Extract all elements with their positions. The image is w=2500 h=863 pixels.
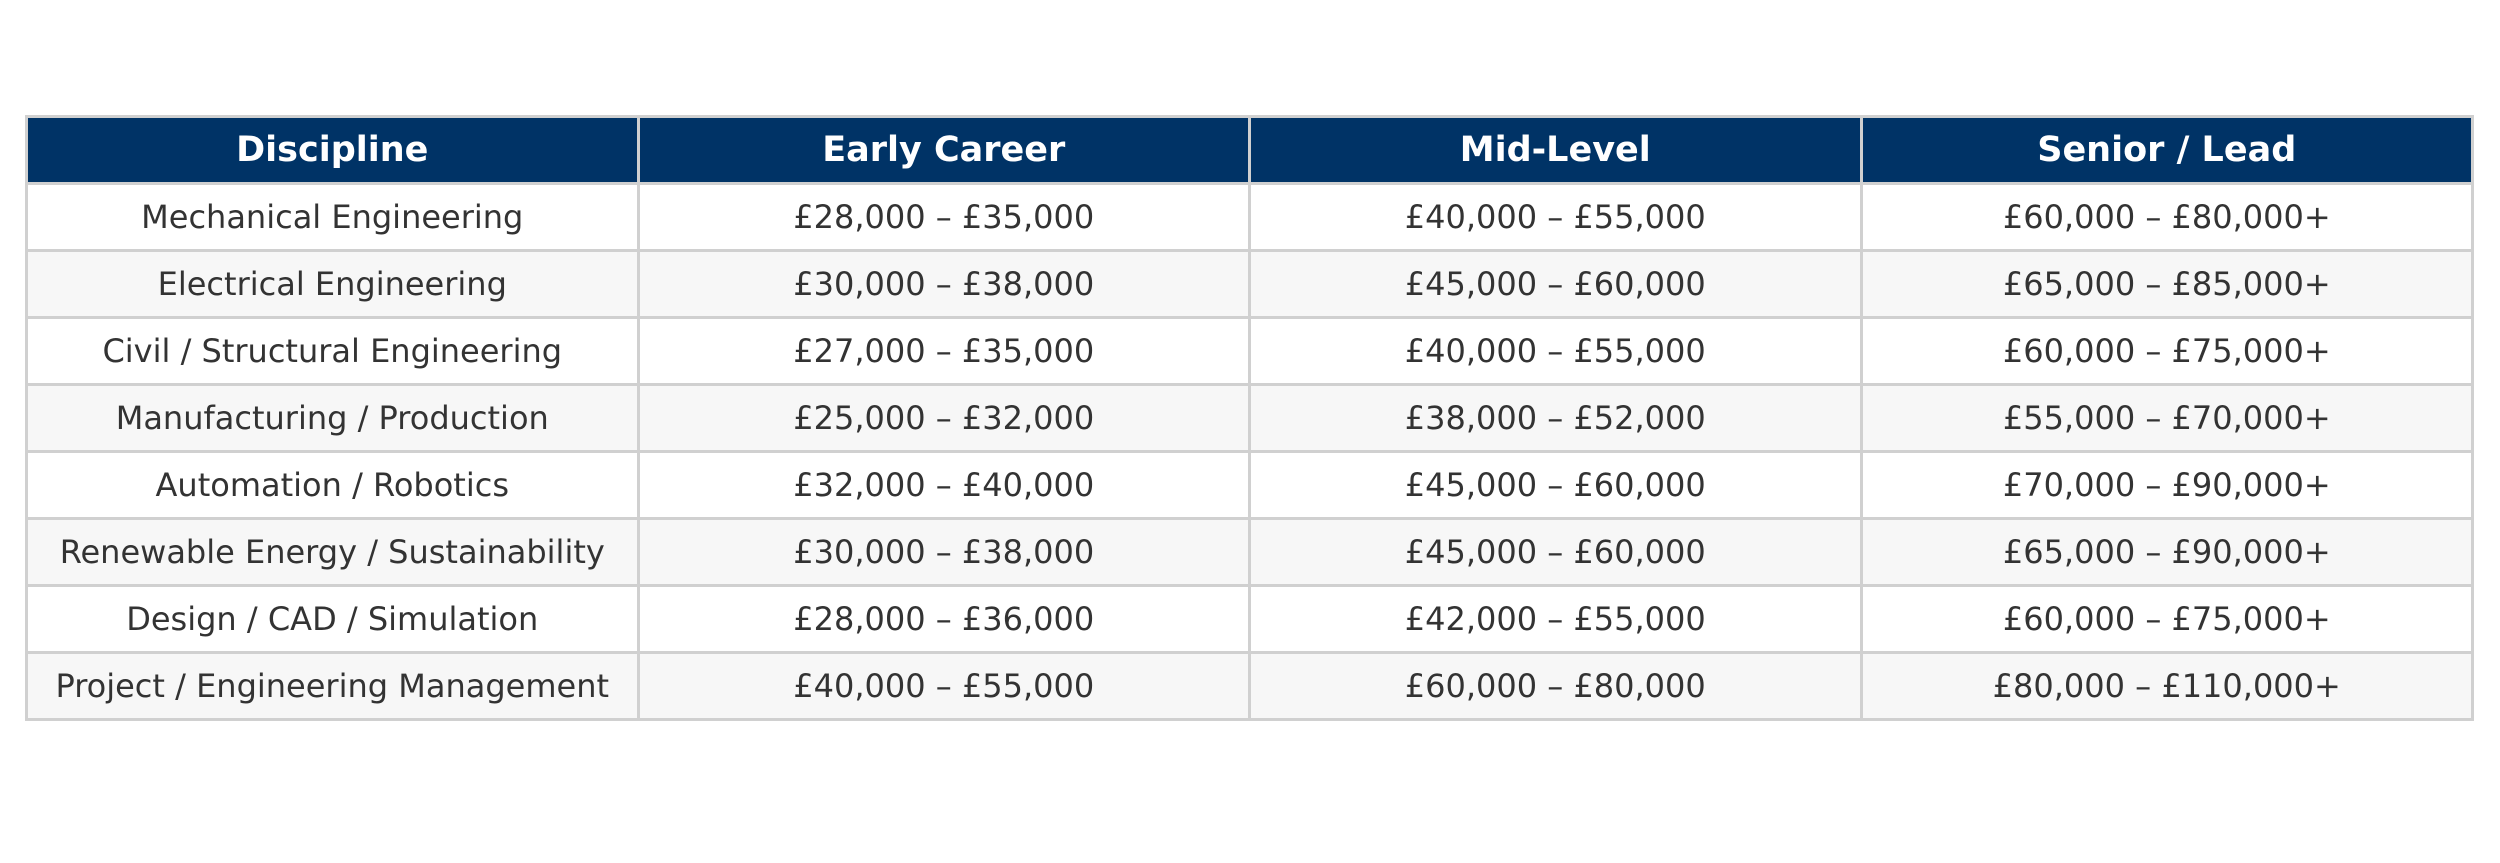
table-row — [27, 385, 2473, 452]
discipline-cell: Civil / Structural Engineering — [27, 318, 639, 385]
table-row — [27, 318, 2473, 385]
salary-range-cell: £65,000 – £90,000+ — [1861, 519, 2473, 586]
salary-range-cell: £60,000 – £80,000 — [1250, 653, 1862, 720]
salary-table — [25, 115, 2474, 721]
discipline-cell: Project / Engineering Management — [27, 653, 639, 720]
salary-range-cell: £40,000 – £55,000 — [1250, 184, 1862, 251]
salary-range-cell: £70,000 – £90,000+ — [1861, 452, 2473, 519]
discipline-cell: Electrical Engineering — [27, 251, 639, 318]
salary-range-cell: £45,000 – £60,000 — [1250, 452, 1862, 519]
table-row — [27, 519, 2473, 586]
header-row — [27, 117, 2473, 184]
table-body — [27, 184, 2473, 720]
salary-range-cell: £30,000 – £38,000 — [638, 519, 1250, 586]
column-header: Senior / Lead — [1861, 117, 2473, 184]
discipline-cell: Manufacturing / Production — [27, 385, 639, 452]
salary-range-cell: £80,000 – £110,000+ — [1861, 653, 2473, 720]
salary-range-cell: £55,000 – £70,000+ — [1861, 385, 2473, 452]
salary-range-cell: £28,000 – £35,000 — [638, 184, 1250, 251]
column-header: Discipline — [27, 117, 639, 184]
salary-range-cell: £40,000 – £55,000 — [1250, 318, 1862, 385]
discipline-cell: Mechanical Engineering — [27, 184, 639, 251]
salary-range-cell: £25,000 – £32,000 — [638, 385, 1250, 452]
table-row — [27, 251, 2473, 318]
salary-range-cell: £60,000 – £80,000+ — [1861, 184, 2473, 251]
table-row — [27, 452, 2473, 519]
discipline-cell: Design / CAD / Simulation — [27, 586, 639, 653]
salary-range-cell: £60,000 – £75,000+ — [1861, 586, 2473, 653]
salary-range-cell: £27,000 – £35,000 — [638, 318, 1250, 385]
salary-range-cell: £38,000 – £52,000 — [1250, 385, 1862, 452]
salary-range-cell: £28,000 – £36,000 — [638, 586, 1250, 653]
column-header: Early Career — [638, 117, 1250, 184]
discipline-cell: Automation / Robotics — [27, 452, 639, 519]
salary-range-cell: £45,000 – £60,000 — [1250, 251, 1862, 318]
salary-range-cell: £60,000 – £75,000+ — [1861, 318, 2473, 385]
column-header: Mid-Level — [1250, 117, 1862, 184]
salary-range-cell: £45,000 – £60,000 — [1250, 519, 1862, 586]
salary-range-cell: £42,000 – £55,000 — [1250, 586, 1862, 653]
salary-range-cell: £65,000 – £85,000+ — [1861, 251, 2473, 318]
table-row — [27, 184, 2473, 251]
salary-range-cell: £32,000 – £40,000 — [638, 452, 1250, 519]
discipline-cell: Renewable Energy / Sustainability — [27, 519, 639, 586]
salary-range-cell: £30,000 – £38,000 — [638, 251, 1250, 318]
table-row — [27, 653, 2473, 720]
salary-range-cell: £40,000 – £55,000 — [638, 653, 1250, 720]
table-row — [27, 586, 2473, 653]
